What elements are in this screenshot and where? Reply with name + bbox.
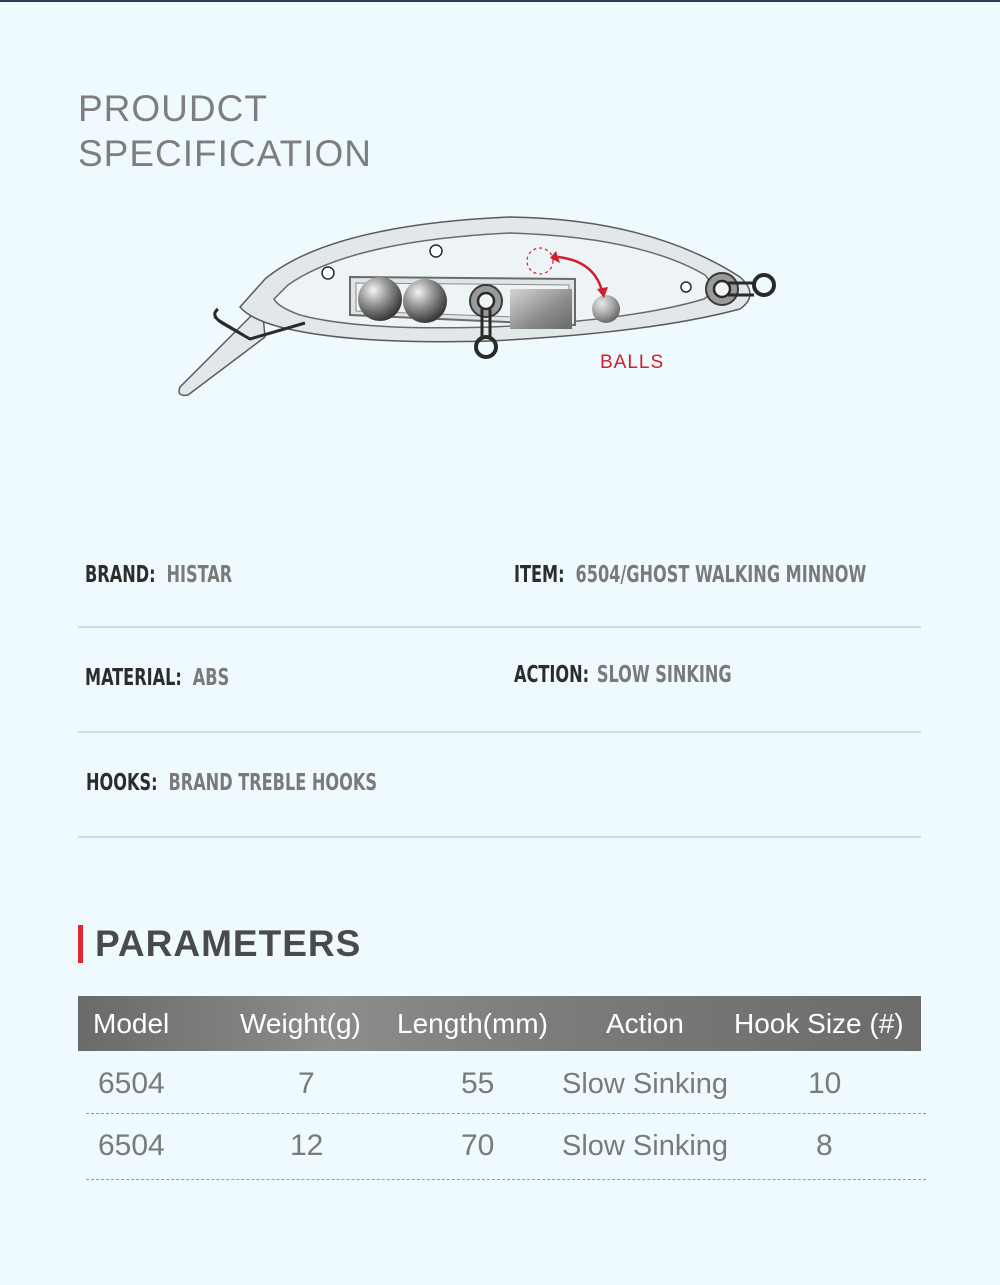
ball-moving <box>592 295 620 323</box>
table-cell-model: 6504 <box>98 1129 165 1162</box>
spec-hooks-value: BRAND TREBLE HOOKS <box>168 770 377 796</box>
table-cell-model: 6504 <box>98 1067 165 1100</box>
table-cell-length: 55 <box>461 1067 495 1100</box>
spec-hooks <box>86 770 377 796</box>
belly-eye-inner <box>478 293 494 309</box>
table-row-divider-1 <box>86 1113 926 1114</box>
spec-action <box>514 662 732 688</box>
column-header-model: Model <box>93 1008 170 1039</box>
table-cell-weight: 7 <box>298 1067 315 1100</box>
spec-brand-value: HISTAR <box>166 562 233 588</box>
table-cell-action: Slow Sinking <box>562 1130 729 1162</box>
spec-brand <box>85 562 232 588</box>
balls-label: BALLS <box>600 352 665 373</box>
spec-material <box>85 665 229 691</box>
hole-2 <box>430 245 442 257</box>
spec-divider-2 <box>78 731 921 733</box>
spec-hooks-label: HOOKS: <box>86 770 158 796</box>
table-cell-weight: 12 <box>290 1129 324 1162</box>
title-line-1: PROUDCT <box>78 88 268 129</box>
lure-lip <box>179 305 265 395</box>
table-row-divider-2 <box>86 1179 926 1180</box>
parameters-table-header <box>78 996 921 1051</box>
spec-material-label: MATERIAL: <box>85 665 182 691</box>
spec-action-label: ACTION: <box>514 662 590 688</box>
table-cell-hook-size: 10 <box>808 1067 842 1100</box>
lip-line-tie-inner <box>214 317 244 335</box>
spec-item <box>514 562 866 588</box>
table-cell-action: Slow Sinking <box>562 1068 729 1100</box>
column-header-length: Length(mm) <box>397 1008 548 1039</box>
parameters-heading <box>78 925 361 963</box>
column-header-hook-size: Hook Size (#) <box>734 1008 904 1039</box>
tail-eye-inner <box>714 281 730 297</box>
ball-2 <box>403 279 447 323</box>
hole-3 <box>681 282 691 292</box>
column-header-weight: Weight(g) <box>240 1008 361 1039</box>
table-cell-hook-size: 8 <box>816 1129 833 1162</box>
spec-brand-label: BRAND: <box>85 562 156 588</box>
spec-material-value: ABS <box>192 665 230 691</box>
title-line-2: SPECIFICATION <box>78 133 372 174</box>
table-cell-length: 70 <box>461 1129 495 1162</box>
page-title <box>78 86 372 176</box>
weight-block <box>510 289 572 329</box>
spec-item-label: ITEM: <box>514 562 565 588</box>
hole-1 <box>322 267 334 279</box>
ball-1 <box>358 277 402 321</box>
spec-divider-3 <box>78 836 921 838</box>
spec-action-value: SLOW SINKING <box>596 662 732 688</box>
column-header-action: Action <box>606 1008 684 1039</box>
top-rule <box>0 0 1000 2</box>
lure-diagram <box>170 205 790 415</box>
spec-item-value: 6504/GHOST WALKING MINNOW <box>575 562 867 588</box>
parameters-accent-bar <box>78 925 83 963</box>
spec-divider-1 <box>78 626 921 628</box>
parameters-title: PARAMETERS <box>95 923 362 964</box>
tail-hook-loop <box>754 275 774 295</box>
